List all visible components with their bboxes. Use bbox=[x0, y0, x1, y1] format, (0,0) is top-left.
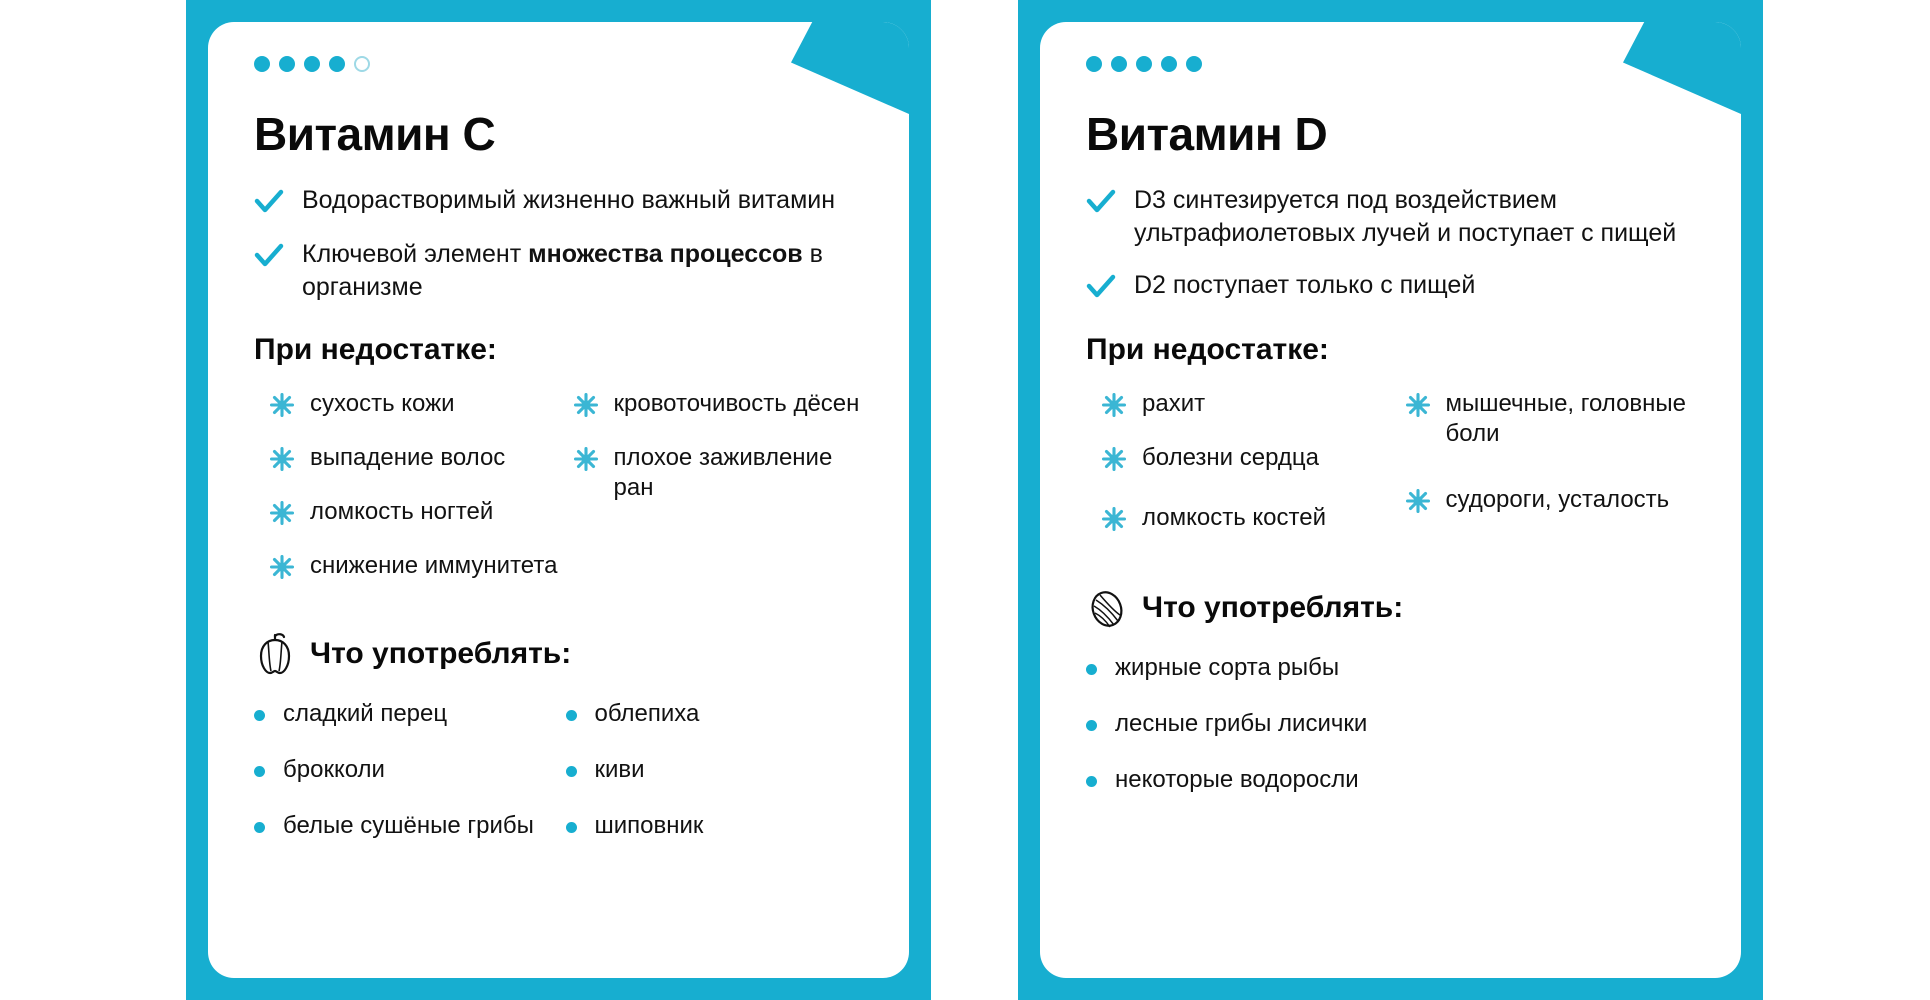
deficiency-heading bbox=[254, 333, 863, 367]
shell-icon bbox=[1086, 585, 1128, 631]
list-item-label: снижение иммунитета bbox=[310, 552, 558, 580]
dot-filled bbox=[1161, 56, 1177, 72]
bullet-icon bbox=[1086, 664, 1097, 675]
deficiency-column-right bbox=[574, 389, 864, 605]
dot-filled bbox=[304, 56, 320, 72]
bullet-icon bbox=[566, 822, 577, 833]
list-item bbox=[574, 443, 864, 503]
list-item-label: киви bbox=[594, 756, 645, 784]
list-item-label: болезни сердца bbox=[1142, 444, 1319, 472]
card-vitamin-d bbox=[1018, 0, 1763, 1000]
deficiency-heading-label: При недостатке: bbox=[1086, 333, 1329, 367]
bullet-icon bbox=[566, 766, 577, 777]
list-item-label: судороги, усталость bbox=[1445, 486, 1670, 514]
list-item-label: облепиха bbox=[594, 700, 700, 728]
check-icon bbox=[1086, 273, 1116, 303]
list-item bbox=[1102, 503, 1392, 533]
list-item-label: Водорастворимый жизненно важный витамин bbox=[302, 186, 836, 215]
asterisk-icon bbox=[1102, 393, 1126, 417]
key-facts-list bbox=[254, 184, 863, 303]
food-columns bbox=[1086, 653, 1695, 821]
list-item bbox=[254, 755, 552, 785]
list-item-label: D3 синтезируется под воздействием ультрафиолетовых лучей и поступает с пищей bbox=[1134, 186, 1677, 247]
list-item bbox=[1086, 269, 1695, 303]
page-title: Витамин C bbox=[254, 108, 496, 160]
list-item-label: D2 поступает только с пищей bbox=[1134, 271, 1476, 300]
list-item-label: шиповник bbox=[594, 812, 704, 840]
list-item bbox=[270, 551, 560, 581]
list-item-label: сладкий перец bbox=[283, 700, 448, 728]
deficiency-symptom-columns bbox=[254, 389, 863, 605]
list-item-label: ломкость ногтей bbox=[310, 498, 494, 526]
check-icon bbox=[254, 242, 284, 272]
asterisk-icon bbox=[1102, 507, 1126, 531]
asterisk-icon bbox=[574, 447, 598, 471]
deficiency-column-right bbox=[1406, 389, 1696, 557]
bullet-icon bbox=[566, 710, 577, 721]
food-columns bbox=[254, 699, 863, 867]
list-item bbox=[1086, 765, 1384, 795]
asterisk-icon bbox=[1406, 489, 1430, 513]
check-icon bbox=[1086, 188, 1116, 218]
food-column-left bbox=[1086, 653, 1384, 821]
list-item-label: рахит bbox=[1142, 390, 1206, 418]
dot-filled bbox=[329, 56, 345, 72]
food-column-right bbox=[1398, 653, 1696, 821]
asterisk-icon bbox=[1102, 447, 1126, 471]
list-item bbox=[270, 443, 560, 473]
list-item bbox=[1102, 389, 1392, 419]
list-item-label: сухость кожи bbox=[310, 390, 455, 418]
list-item-label: брокколи bbox=[283, 756, 385, 784]
deficiency-heading bbox=[1086, 333, 1695, 367]
list-item bbox=[254, 699, 552, 729]
check-icon bbox=[254, 188, 284, 218]
dot-filled bbox=[254, 56, 270, 72]
food-heading-label: Что употреблять: bbox=[310, 637, 572, 671]
list-item-label: лесные грибы лисички bbox=[1115, 710, 1368, 738]
bullet-icon bbox=[1086, 720, 1097, 731]
asterisk-icon bbox=[270, 447, 294, 471]
food-column-left bbox=[254, 699, 552, 867]
text-bold: множества процессов bbox=[528, 240, 803, 269]
list-item bbox=[566, 811, 864, 841]
card-vitamin-c bbox=[186, 0, 931, 1000]
dot-filled bbox=[279, 56, 295, 72]
list-item-label: выпадение волос bbox=[310, 444, 506, 472]
dot-filled bbox=[1111, 56, 1127, 72]
asterisk-icon bbox=[574, 393, 598, 417]
progress-dots bbox=[1086, 56, 1695, 72]
list-item-label: жирные сорта рыбы bbox=[1115, 654, 1340, 682]
deficiency-symptom-columns bbox=[1086, 389, 1695, 557]
list-item-label: ломкость костей bbox=[1142, 504, 1326, 532]
list-item bbox=[566, 755, 864, 785]
deficiency-column-left bbox=[1102, 389, 1392, 557]
text-before-bold: Ключевой элемент bbox=[302, 240, 529, 269]
list-item bbox=[1086, 653, 1384, 683]
card-inner bbox=[1040, 22, 1741, 978]
asterisk-icon bbox=[270, 555, 294, 579]
deficiency-column-left bbox=[270, 389, 560, 605]
dot-filled bbox=[1086, 56, 1102, 72]
list-item-label bbox=[302, 238, 862, 303]
list-item bbox=[270, 497, 560, 527]
list-item bbox=[1086, 184, 1695, 249]
list-item-label: плохое заживление ран bbox=[613, 444, 833, 502]
list-item bbox=[1406, 485, 1696, 515]
asterisk-icon bbox=[270, 393, 294, 417]
progress-dots bbox=[254, 56, 863, 72]
list-item bbox=[254, 184, 863, 218]
text-after-bold: в организме bbox=[302, 240, 823, 301]
list-item bbox=[270, 389, 560, 419]
list-item bbox=[566, 699, 864, 729]
list-item bbox=[1102, 443, 1392, 473]
deficiency-heading-label: При недостатке: bbox=[254, 333, 497, 367]
list-item bbox=[254, 238, 863, 303]
key-facts-list bbox=[1086, 184, 1695, 303]
card-inner bbox=[208, 22, 909, 978]
list-item bbox=[1086, 709, 1384, 739]
page-title: Витамин D bbox=[1086, 108, 1328, 160]
bullet-icon bbox=[254, 710, 265, 721]
bullet-icon bbox=[1086, 776, 1097, 787]
list-item bbox=[254, 811, 552, 841]
list-item-label: мышечные, головные боли bbox=[1445, 390, 1687, 448]
dot-filled bbox=[1186, 56, 1202, 72]
corner-ribbon-icon bbox=[791, 22, 909, 114]
pepper-icon bbox=[254, 631, 296, 677]
list-item-label: белые сушёные грибы bbox=[283, 812, 534, 840]
food-heading bbox=[254, 631, 863, 677]
list-item-label: кровоточивость дёсен bbox=[613, 390, 860, 418]
list-item bbox=[574, 389, 864, 419]
dot-filled bbox=[1136, 56, 1152, 72]
food-column-right bbox=[566, 699, 864, 867]
asterisk-icon bbox=[270, 501, 294, 525]
bullet-icon bbox=[254, 822, 265, 833]
list-item bbox=[1406, 389, 1696, 449]
corner-ribbon-icon bbox=[1623, 22, 1741, 114]
list-item-label: некоторые водоросли bbox=[1115, 766, 1359, 794]
food-heading bbox=[1086, 585, 1695, 631]
dot-empty bbox=[354, 56, 370, 72]
asterisk-icon bbox=[1406, 393, 1430, 417]
bullet-icon bbox=[254, 766, 265, 777]
food-heading-label: Что употреблять: bbox=[1142, 591, 1404, 625]
